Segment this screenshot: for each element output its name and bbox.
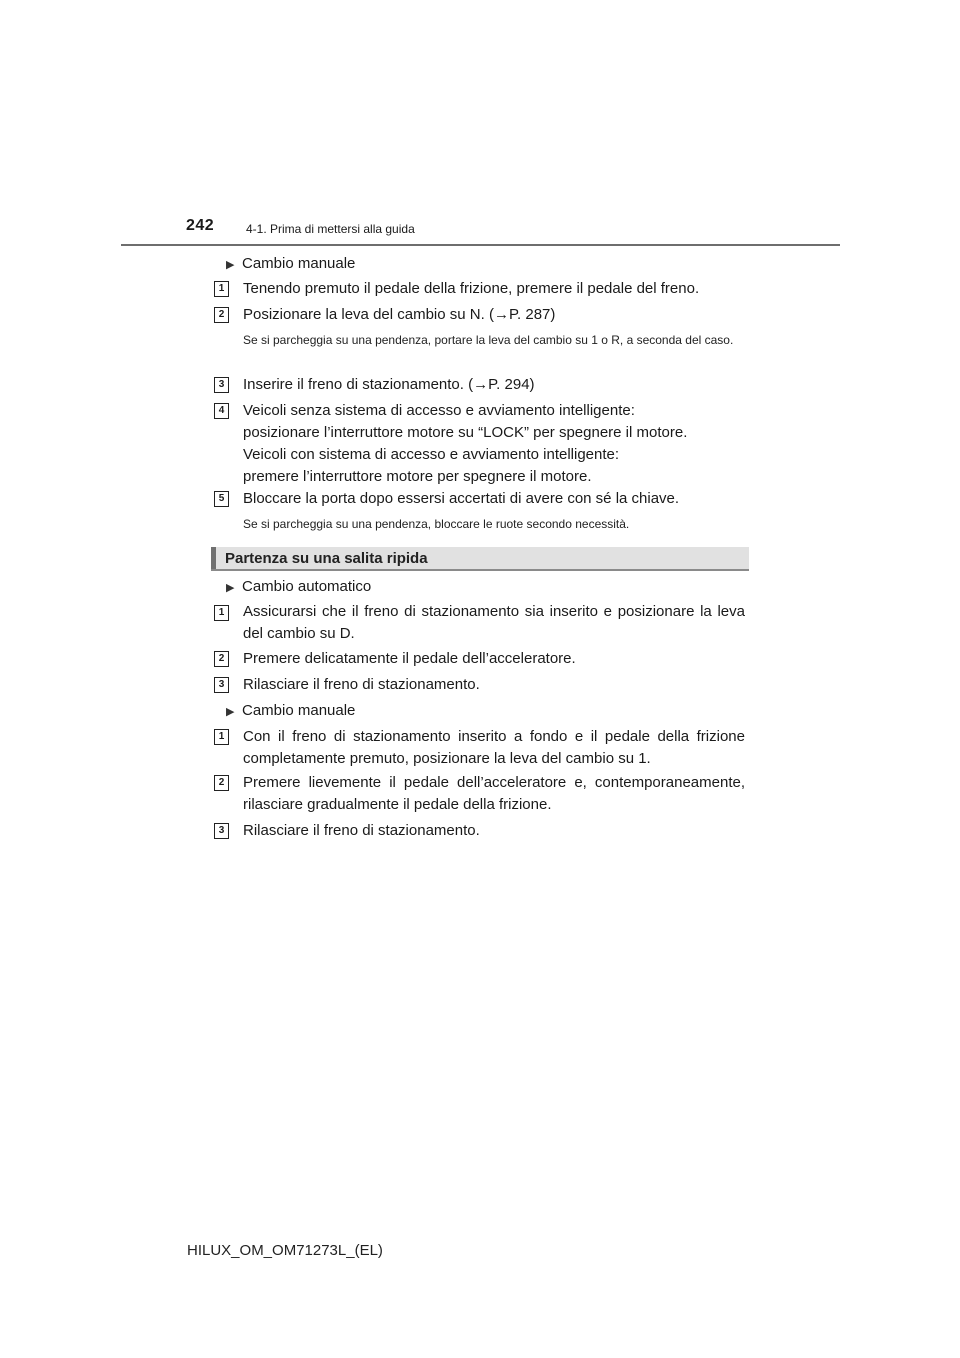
triangle-right-icon: ▶ <box>226 582 235 594</box>
step-text: Rilasciare il freno di stazionamento. <box>243 822 480 839</box>
step-number-badge: 1 <box>214 729 229 745</box>
step-text: Assicurarsi che il freno di stazionamento sia inserito e posizionare la leva del cambio su D. <box>243 603 745 642</box>
step-text: Posizionare la leva del cambio su N. (→P. 287) <box>243 306 556 323</box>
step-text: Tenendo premuto il pedale della frizione, premere il pedale del freno. <box>243 280 700 297</box>
banner-accent <box>211 547 216 569</box>
document-code: HILUX_OM_OM71273L_(EL) <box>187 1242 383 1259</box>
step-number-badge: 3 <box>214 377 229 393</box>
section-banner <box>211 547 749 571</box>
step-number-badge: 5 <box>214 491 229 507</box>
step-text: Bloccare la porta dopo essersi accertati di avere con sé la chiave. <box>243 490 680 507</box>
banner-title: Partenza su una salita ripida <box>225 550 428 567</box>
triangle-right-icon: ▶ <box>226 706 235 718</box>
step-number-badge: 1 <box>214 281 229 297</box>
subsection-heading: Cambio manuale <box>242 255 356 272</box>
note-text: Se si parcheggia su una pendenza, bloccare le ruote secondo necessità. <box>243 517 630 531</box>
page-number: 242 <box>186 217 215 234</box>
note-text: Se si parcheggia su una pendenza, portare la leva del cambio su 1 o R, a seconda del caso. <box>243 333 734 347</box>
step-text: Inserire il freno di stazionamento. (→P. 294) <box>243 376 535 393</box>
step-text: Premere delicatamente il pedale dell’acceleratore. <box>243 650 576 667</box>
header-divider <box>121 244 840 246</box>
step-text: Con il freno di stazionamento inserito a fondo e il pedale della frizione completamente premuto, posizionare la leva del cambio su 1. <box>243 728 745 767</box>
step-number-badge: 4 <box>214 403 229 419</box>
step-number-badge: 3 <box>214 823 229 839</box>
step-number-badge: 2 <box>214 775 229 791</box>
step-number-badge: 1 <box>214 605 229 621</box>
step-text: Rilasciare il freno di stazionamento. <box>243 676 480 693</box>
step-number-badge: 3 <box>214 677 229 693</box>
step-text: Premere lievemente il pedale dell’acceleratore e, contemporaneamente, rilasciare gradualmente il pedale della frizione. <box>243 774 745 813</box>
subsection-heading: Cambio manuale <box>242 702 356 719</box>
section-header: 4-1. Prima di mettersi alla guida <box>246 222 415 236</box>
triangle-right-icon: ▶ <box>226 259 235 271</box>
subsection-heading: Cambio automatico <box>242 578 372 595</box>
step-text: Veicoli senza sistema di accesso e avviamento intelligente: posizionare l’interruttore motore su “LOCK” per spegnere il motore. Veicoli con sistema di accesso e avviamento intelligente: premere l’interruttore motore per spegnere il motore. <box>243 402 688 485</box>
step-number-badge: 2 <box>214 651 229 667</box>
step-number-badge: 2 <box>214 307 229 323</box>
